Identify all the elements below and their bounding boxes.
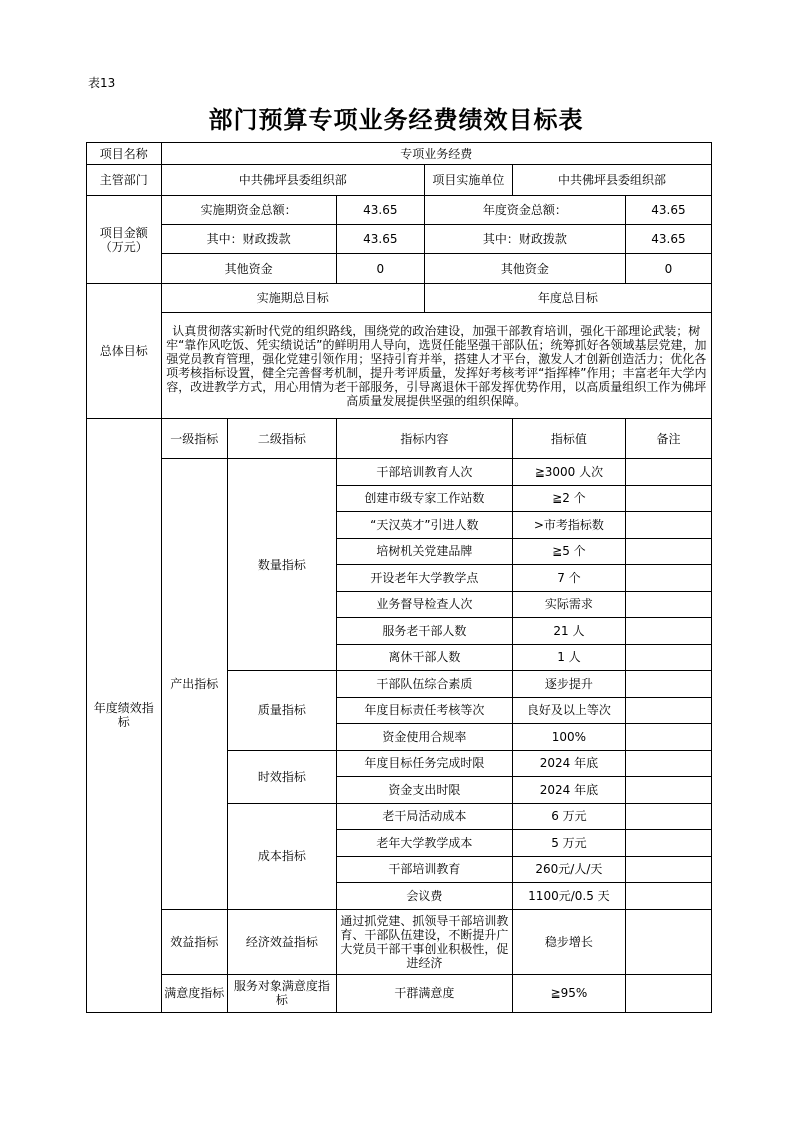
indicator-remark bbox=[625, 974, 711, 1012]
goals-text: 认真贯彻落实新时代党的组织路线，围绕党的政治建设，加强干部教育培训，强化干部理论武装；树牢“靠作风吃饭、凭实绩说话”的鲜明用人导向，选贤任能坚强干部队伍；统筹抓好各领域基层党建，加强党员教育管理，强化党建引领作用；坚持引育并举，搭建人才平台，激发人才创新创造活力；优化各项考核指标设置，健全完善督考机制，提升考评质量，发挥好考核考评“指挥棒”作用；丰富老年大学内容，改进教学方式，用心用情为老干部服务，引导离退休干部发挥优势作用，以高质量组织工作为佛坪高质量发展提供坚强的组织保障。 bbox=[161, 313, 711, 419]
header-level2: 二级指标 bbox=[227, 419, 336, 459]
indicator-value: >市考指标数 bbox=[512, 512, 625, 539]
indicator-remark bbox=[625, 724, 711, 751]
benefit-indicator-label: 效益指标 bbox=[161, 909, 227, 974]
row-benefit bbox=[87, 909, 712, 974]
annual-goal-header: 年度总目标 bbox=[424, 284, 711, 313]
indicator-remark bbox=[625, 697, 711, 724]
indicator-value: 100% bbox=[512, 724, 625, 751]
indicator-value: 1100元/0.5 天 bbox=[512, 883, 625, 910]
exec-unit-label: 项目实施单位 bbox=[424, 165, 512, 196]
fiscal-label-period: 其中：财政拨款 bbox=[161, 225, 336, 254]
indicator-content: 干部队伍综合素质 bbox=[336, 671, 512, 698]
indicator-value: 7 个 bbox=[512, 565, 625, 592]
indicator-remark bbox=[625, 538, 711, 565]
header-value: 指标值 bbox=[512, 419, 625, 459]
indicator-remark bbox=[625, 459, 711, 486]
indicator-value: 2024 年底 bbox=[512, 750, 625, 777]
indicator-value: ≧3000 人次 bbox=[512, 459, 625, 486]
indicator-value: 稳步增长 bbox=[512, 909, 625, 974]
service-satisfaction-label: 服务对象满意度指标 bbox=[227, 974, 336, 1012]
indicator-remark bbox=[625, 777, 711, 804]
indicator-remark bbox=[625, 883, 711, 910]
indicator-remark bbox=[625, 565, 711, 592]
row-project-name bbox=[87, 143, 712, 165]
indicator-content: 资金支出时限 bbox=[336, 777, 512, 804]
indicator-value: 21 人 bbox=[512, 618, 625, 645]
output-indicator-label: 产出指标 bbox=[161, 459, 227, 910]
header-level1: 一级指标 bbox=[161, 419, 227, 459]
fiscal-label-annual: 其中：财政拨款 bbox=[424, 225, 625, 254]
indicator-content: 服务老干部人数 bbox=[336, 618, 512, 645]
performance-table bbox=[86, 142, 712, 1013]
indicator-remark bbox=[625, 618, 711, 645]
satisfaction-indicator-label: 满意度指标 bbox=[161, 974, 227, 1012]
header-content: 指标内容 bbox=[336, 419, 512, 459]
indicator-content: 开设老年大学教学点 bbox=[336, 565, 512, 592]
indicator-value: 1 人 bbox=[512, 644, 625, 671]
indicator-remark bbox=[625, 644, 711, 671]
row-indicator-headers bbox=[87, 419, 712, 459]
indicator-value: 良好及以上等次 bbox=[512, 697, 625, 724]
timeliness-indicator-label: 时效指标 bbox=[227, 750, 336, 803]
indicator-content: 离休干部人数 bbox=[336, 644, 512, 671]
indicator-content: 创建市级专家工作站数 bbox=[336, 485, 512, 512]
row-amount-total bbox=[87, 196, 712, 225]
indicator-content: 资金使用合规率 bbox=[336, 724, 512, 751]
indicator-content: 年度目标任务完成时限 bbox=[336, 750, 512, 777]
indicator-remark bbox=[625, 671, 711, 698]
quality-indicator-label: 质量指标 bbox=[227, 671, 336, 751]
header-remark: 备注 bbox=[625, 419, 711, 459]
other-value-annual: 0 bbox=[625, 254, 711, 284]
row-amount-fiscal bbox=[87, 225, 712, 254]
indicator-content: 干部培训教育 bbox=[336, 856, 512, 883]
indicator-content: 业务督导检查人次 bbox=[336, 591, 512, 618]
indicator-content: 干部培训教育人次 bbox=[336, 459, 512, 486]
row-satisfaction bbox=[87, 974, 712, 1012]
row-amount-other bbox=[87, 254, 712, 284]
table-row bbox=[87, 459, 712, 486]
other-value-period: 0 bbox=[336, 254, 424, 284]
period-goal-header: 实施期总目标 bbox=[161, 284, 424, 313]
amount-label: 项目金额（万元） bbox=[87, 196, 162, 284]
exec-unit-value: 中共佛坪县委组织部 bbox=[512, 165, 711, 196]
project-name-value: 专项业务经费 bbox=[161, 143, 711, 165]
page-title: 部门预算专项业务经费绩效目标表 bbox=[208, 105, 584, 134]
indicator-content: “天汉英才”引进人数 bbox=[336, 512, 512, 539]
period-total-label: 实施期资金总额： bbox=[161, 196, 336, 225]
indicator-value: 逐步提升 bbox=[512, 671, 625, 698]
indicator-remark bbox=[625, 909, 711, 974]
indicator-content: 干群满意度 bbox=[336, 974, 512, 1012]
indicator-value: ≧2 个 bbox=[512, 485, 625, 512]
row-goal-text bbox=[87, 313, 712, 419]
row-department bbox=[87, 165, 712, 196]
indicator-remark bbox=[625, 591, 711, 618]
indicators-section-label: 年度绩效指标 bbox=[87, 419, 162, 1013]
indicator-value: 2024 年底 bbox=[512, 777, 625, 804]
dept-value: 中共佛坪县委组织部 bbox=[161, 165, 424, 196]
indicator-value: 260元/人/天 bbox=[512, 856, 625, 883]
indicator-value: ≧95% bbox=[512, 974, 625, 1012]
indicator-remark bbox=[625, 830, 711, 857]
other-label-period: 其他资金 bbox=[161, 254, 336, 284]
indicator-value: 实际需求 bbox=[512, 591, 625, 618]
indicator-value: 5 万元 bbox=[512, 830, 625, 857]
dept-label: 主管部门 bbox=[87, 165, 162, 196]
indicator-remark bbox=[625, 485, 711, 512]
period-total-value: 43.65 bbox=[336, 196, 424, 225]
indicator-remark bbox=[625, 512, 711, 539]
annual-total-label: 年度资金总额： bbox=[424, 196, 625, 225]
indicator-content: 老年大学教学成本 bbox=[336, 830, 512, 857]
quantity-indicator-label: 数量指标 bbox=[227, 459, 336, 671]
goals-label: 总体目标 bbox=[87, 284, 162, 419]
indicator-value: ≧5 个 bbox=[512, 538, 625, 565]
fiscal-value-period: 43.65 bbox=[336, 225, 424, 254]
row-goal-headers bbox=[87, 284, 712, 313]
indicator-content: 通过抓党建、抓领导干部培训教育、干部队伍建设，不断提升广大党员干部干事创业积极性，促进经济 bbox=[336, 909, 512, 974]
project-name-label: 项目名称 bbox=[87, 143, 162, 165]
indicator-content: 培树机关党建品牌 bbox=[336, 538, 512, 565]
indicator-content: 老干局活动成本 bbox=[336, 803, 512, 830]
annual-total-value: 43.65 bbox=[625, 196, 711, 225]
indicator-remark bbox=[625, 803, 711, 830]
fiscal-value-annual: 43.65 bbox=[625, 225, 711, 254]
cost-indicator-label: 成本指标 bbox=[227, 803, 336, 909]
indicator-content: 年度目标责任考核等次 bbox=[336, 697, 512, 724]
indicator-content: 会议费 bbox=[336, 883, 512, 910]
indicator-value: 6 万元 bbox=[512, 803, 625, 830]
economic-benefit-label: 经济效益指标 bbox=[227, 909, 336, 974]
document-label: 表13 bbox=[88, 76, 116, 90]
indicator-remark bbox=[625, 856, 711, 883]
indicator-remark bbox=[625, 750, 711, 777]
other-label-annual: 其他资金 bbox=[424, 254, 625, 284]
